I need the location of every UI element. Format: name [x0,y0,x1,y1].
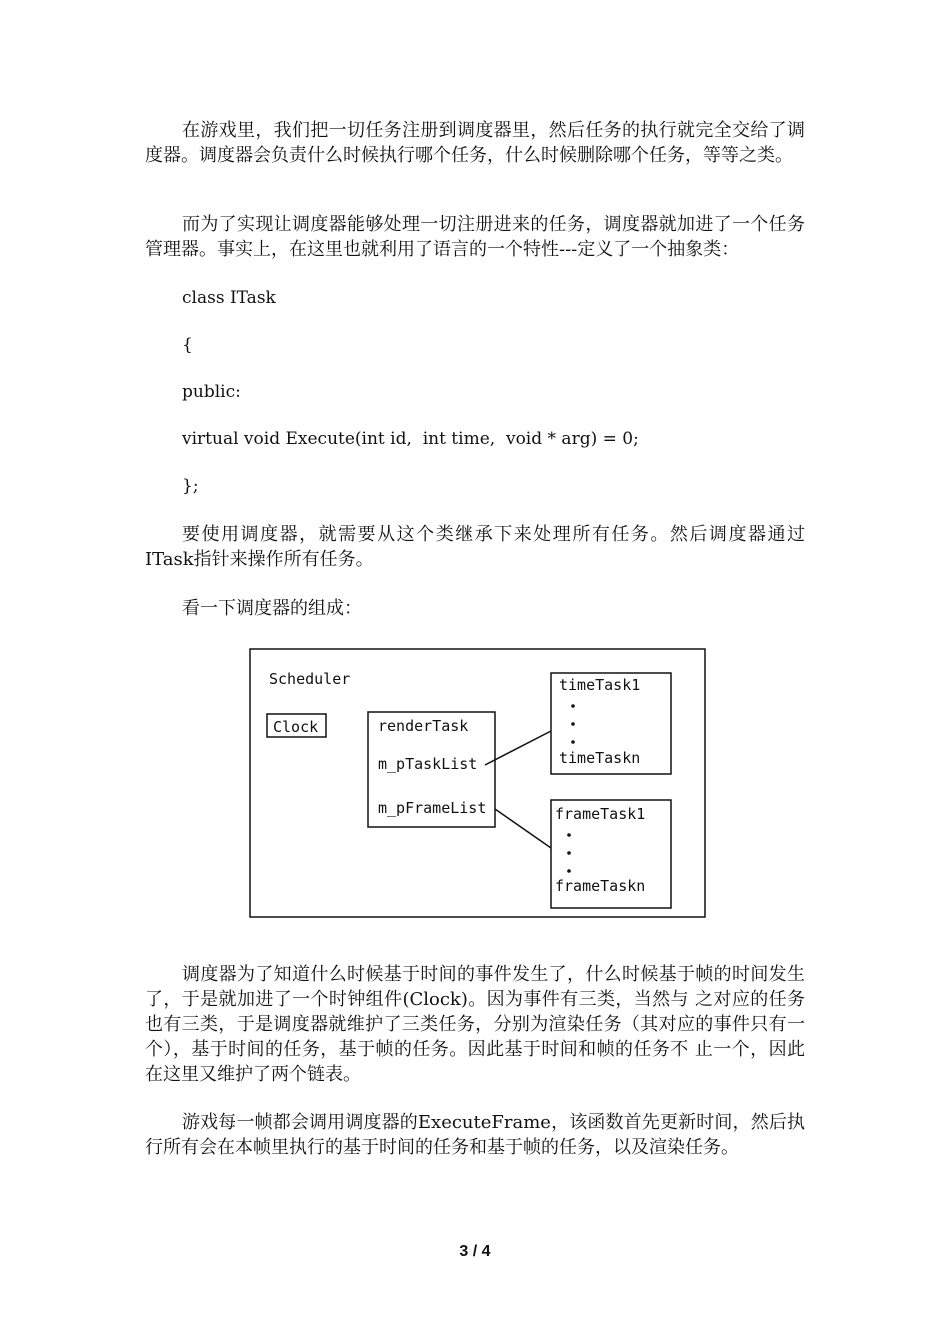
paragraph-task-manager: 而为了实现让调度器能够处理一切注册进来的任务，调度器就加进了一个任务管理器。事实上，在这里也就利用了语言的一个特性---定义了一个抽象类： [145,214,805,260]
paragraph-clock: 调度器为了知道什么时候基于时间的事件发生了，什么时候基于帧的时间发生了，于是就加进了一个时钟组件(Clock)。因为事件有三类，当然与 之对应的任务也有三类，于是调度器就维护了三类任务，分别为渲染任务（其对应的事件只有一个），基于时间的任务，基于帧的任务。因此基于时间和帧的任务不 止一个，因此在这里又维护了两个链表。 [145,964,805,1085]
code-line-execute: virtual void Execute(int id, int time, void * arg) = 0; [182,429,639,449]
paragraph-composition: 看一下调度器的组成： [182,598,362,619]
code-line-open-brace: { [182,335,193,355]
frame-task-last-label: frameTaskn [555,877,646,895]
paragraph-usage: 要使用调度器，就需要从这个类继承下来处理所有任务。然后调度器通过ITask指针来操作所有任务。 [145,524,805,570]
frame-list-label: m_pFrameList [378,799,487,817]
time-task-dot [571,722,575,726]
time-task-dot [571,740,575,744]
time-task-last-label: timeTaskn [559,749,641,767]
page-number: 3 / 4 [459,1243,491,1260]
time-task-dot [571,704,575,708]
scheduler-diagram [249,648,707,920]
render-task-label: renderTask [378,717,469,735]
code-line-close-brace: }; [182,476,199,496]
code-line-public: public: [182,382,241,402]
paragraph-execute-frame: 游戏每一帧都会调用调度器的ExecuteFrame，该函数首先更新时间，然后执行所有会在本帧里执行的基于时间的任务和基于帧的任务，以及渲染任务。 [145,1112,805,1158]
frame-task-first-label: frameTask1 [555,805,646,823]
scheduler-label: Scheduler [269,670,351,688]
frame-task-dot [567,833,571,837]
time-task-first-label: timeTask1 [559,676,641,694]
code-line-class: class ITask [182,288,276,308]
task-list-label: m_pTaskList [378,755,478,773]
clock-label: Clock [273,718,319,736]
paragraph-intro: 在游戏里，我们把一切任务注册到调度器里，然后任务的执行就完全交给了调度器。调度器会负责什么时候执行哪个任务，什么时候删除哪个任务，等等之类。 [145,120,805,166]
frame-task-dot [567,851,571,855]
frame-task-dot [567,869,571,873]
